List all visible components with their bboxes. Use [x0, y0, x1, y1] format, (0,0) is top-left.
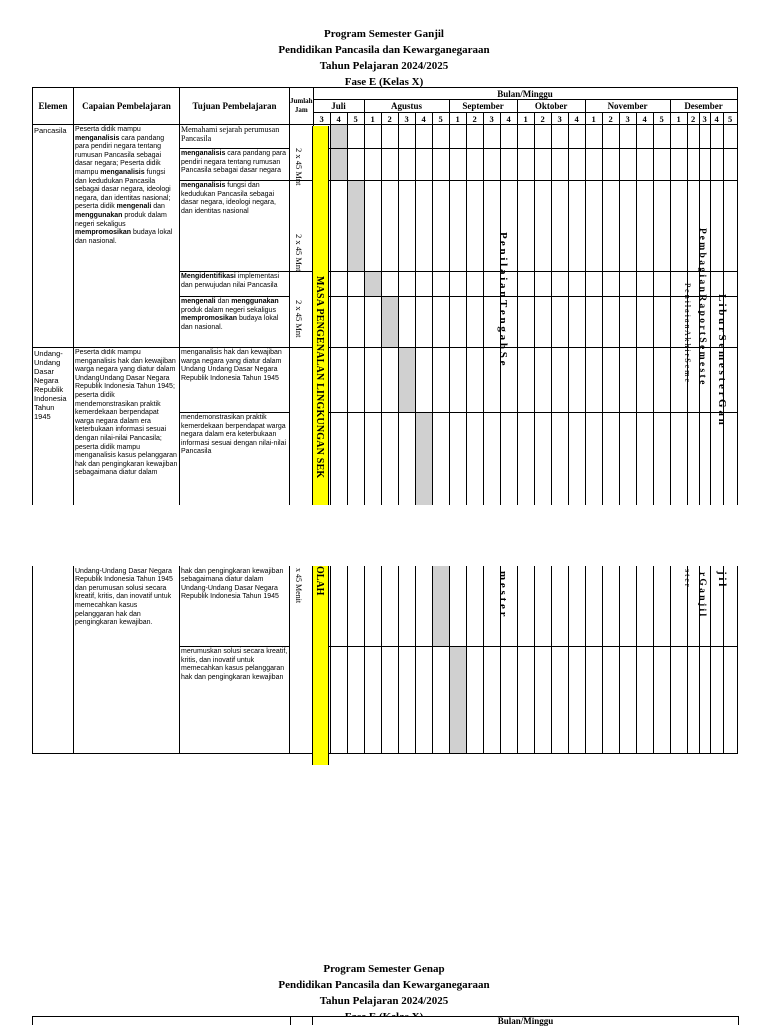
tujuan-kasus-pelanggaran: hak dan pengingkaran kewajiban sebagaimana diatur dalam Undang-Undang Dasar Negara Republik Indonesia Tahun 1945 [180, 558, 290, 647]
week-11: 4 [500, 113, 517, 125]
week-15: 4 [568, 113, 585, 125]
schedule-cell [636, 558, 653, 647]
schedule-cell [500, 647, 517, 754]
schedule-cell [347, 125, 364, 149]
week-23: 3 [699, 113, 710, 125]
header-jumlah-jam: Jumlah Jam [290, 88, 314, 125]
schedule-cell [466, 272, 483, 297]
schedule-cell [517, 348, 534, 413]
semester-ganjil-title [0, 26, 768, 90]
schedule-cell [551, 558, 568, 647]
schedule-cell [636, 125, 653, 149]
schedule-cell [585, 125, 602, 149]
genap-title-line-3: Tahun Pelajaran 2024/2025 [319, 995, 449, 1007]
schedule-cell [330, 348, 347, 413]
schedule-cell [483, 125, 500, 149]
schedule-cell [364, 272, 381, 297]
week-18: 3 [619, 113, 636, 125]
schedule-cell [602, 149, 619, 181]
schedule-cell [602, 272, 619, 297]
week-2: 5 [347, 113, 364, 125]
schedule-cell [534, 181, 551, 272]
schedule-cell [330, 125, 347, 149]
schedule-cell [636, 149, 653, 181]
week-12: 1 [517, 113, 534, 125]
month-november: November [585, 100, 670, 113]
schedule-cell [398, 348, 415, 413]
schedule-cell [432, 558, 449, 647]
schedule-cell [466, 348, 483, 413]
schedule-cell [534, 647, 551, 754]
capaian-uud-text: Peserta didik mampu menganalisis hak dan kewajiban warga negara yang diatur dalam UndangUndang Dasar Negara Republik Indonesia Tahun 1945; peserta didik mendemonstrasikan praktik kemerdekaan berpendapat warga negara dalam era keterbukaan informasi sesuai dengan nilai-nilai Pancasila; peserta didik mampu menganalisis kasus pelanggaran hak dan pengingkaran kewajiban sebagaimana diatur dalam [75, 349, 178, 477]
schedule-cell [534, 125, 551, 149]
schedule-cell [449, 348, 466, 413]
header-bulan-minggu: Bulan/Minggu [313, 88, 737, 100]
schedule-cell [381, 647, 398, 754]
header-capaian: Capaian Pembelajaran [74, 88, 180, 125]
schedule-cell [710, 272, 723, 297]
schedule-cell [723, 272, 737, 297]
schedule-cell [602, 558, 619, 647]
week-5: 3 [398, 113, 415, 125]
schedule-cell [723, 125, 737, 149]
schedule-cell [330, 181, 347, 272]
week-13: 2 [534, 113, 551, 125]
schedule-cell [534, 297, 551, 348]
schedule-cell [517, 558, 534, 647]
tujuan-kemerdekaan-text: mendemonstrasikan praktik kemerdekaan berpendapat warga negara dalam era keterbukaan informasi sesuai dengan nilai-nilai Pancasila [181, 414, 287, 456]
schedule-cell [534, 348, 551, 413]
schedule-cell [619, 348, 636, 413]
page-break-gap [0, 505, 768, 566]
tujuan-cara-pandang: menganalisis cara pandang para pendiri negara tentang rumusan Pancasila sebagai dasar negara [180, 149, 290, 181]
tujuan-merumuskan-solusi: merumuskan solusi secara kreatif, kritis, dan inovatif untuk memecahkan kasus pelanggaran hak dan pengingkaran kewajiban [180, 647, 290, 754]
schedule-cell [585, 647, 602, 754]
schedule-cell [568, 272, 585, 297]
schedule-cell [517, 297, 534, 348]
schedule-cell [568, 125, 585, 149]
schedule-cell [636, 348, 653, 413]
schedule-cell [653, 149, 670, 181]
jam-label-2: 2 x 45 Mnt [294, 234, 304, 272]
schedule-cell [653, 297, 670, 348]
schedule-cell [364, 348, 381, 413]
jam-label-3: 2 x 45 Mnt [294, 300, 304, 338]
schedule-cell [585, 181, 602, 272]
raport-banner-cont: r G a n j i l [697, 572, 707, 617]
schedule-cell [398, 297, 415, 348]
week-1: 4 [330, 113, 347, 125]
jam-label-1: 2 x 45 Mnt [294, 148, 304, 186]
schedule-cell [364, 181, 381, 272]
capaian-pancasila: Peserta didik mampu menganalisis cara pandang para pendiri negara tentang rumusan Pancasila sebagai dasar negara; Peserta didik mampu menganalisis fungsi dan kedudukan Pancasila sebagai dasar negara, ideologi negara, dan identitas nasional; peserta didik mengenali dan menggunakan produk dalam negeri sekaligus mempromosikan budaya lokal dan nasional. [74, 125, 180, 348]
schedule-cell [432, 125, 449, 149]
schedule-cell [687, 149, 699, 181]
libur-banner: L i b u r S e m e s t e r G a n [716, 294, 728, 425]
schedule-cell [415, 181, 432, 272]
schedule-cell [466, 647, 483, 754]
schedule-cell [381, 149, 398, 181]
schedule-cell [653, 558, 670, 647]
title-line-4: Fase E (Kelas X) [344, 76, 424, 88]
schedule-cell [602, 181, 619, 272]
schedule-cell [653, 348, 670, 413]
schedule-cell [551, 149, 568, 181]
schedule-cell [653, 181, 670, 272]
schedule-cell [466, 125, 483, 149]
schedule-cell [551, 647, 568, 754]
tujuan-fungsi-kedudukan: menganalisis fungsi dan kedudukan Pancasila sebagai dasar negara, ideologi negara, dan identitas nasional [180, 181, 290, 272]
schedule-cell [449, 149, 466, 181]
schedule-cell [432, 181, 449, 272]
week-4: 2 [381, 113, 398, 125]
schedule-cell [415, 125, 432, 149]
schedule-cell [483, 647, 500, 754]
pas-banner: P e n i l a i a n A k h i r S e m e [683, 283, 692, 383]
elemen-uud-text: Undang-Undang Dasar Negara Republik Indonesia Tahun 1945 [34, 349, 67, 421]
schedule-cell [347, 272, 364, 297]
schedule-cell [330, 647, 347, 754]
schedule-cell [415, 272, 432, 297]
schedule-cell [653, 272, 670, 297]
schedule-cell [699, 149, 710, 181]
week-21: 1 [670, 113, 687, 125]
schedule-cell [330, 297, 347, 348]
schedule-cell [534, 149, 551, 181]
schedule-cell [483, 149, 500, 181]
schedule-cell [568, 348, 585, 413]
schedule-cell [723, 181, 737, 272]
schedule-cell [381, 272, 398, 297]
schedule-cell [585, 348, 602, 413]
schedule-cell [364, 558, 381, 647]
schedule-cell [364, 647, 381, 754]
week-20: 5 [653, 113, 670, 125]
schedule-cell [699, 125, 710, 149]
schedule-cell [398, 149, 415, 181]
schedule-cell [415, 558, 432, 647]
title-line-3: Tahun Pelajaran 2024/2025 [319, 60, 449, 72]
schedule-cell [568, 558, 585, 647]
schedule-cell [364, 149, 381, 181]
schedule-cell [432, 149, 449, 181]
month-agustus: Agustus [364, 100, 449, 113]
schedule-cell [653, 125, 670, 149]
schedule-cell [670, 149, 687, 181]
schedule-cell [466, 149, 483, 181]
schedule-cell [619, 647, 636, 754]
schedule-cell [602, 297, 619, 348]
header-elemen: Elemen [33, 88, 74, 125]
schedule-cell [364, 125, 381, 149]
schedule-cell [619, 125, 636, 149]
schedule-cell [602, 125, 619, 149]
schedule-cell [347, 647, 364, 754]
schedule-cell [449, 181, 466, 272]
week-3: 1 [364, 113, 381, 125]
program-semester-table [32, 87, 738, 754]
tujuan-produk-dalam-negeri: mengenali dan menggunakan produk dalam negeri sekaligus mempromosikan budaya lokal dan nasional. [180, 297, 290, 348]
schedule-cell [670, 125, 687, 149]
schedule-cell [330, 558, 347, 647]
schedule-cell [415, 647, 432, 754]
schedule-cell [568, 647, 585, 754]
schedule-cell [619, 149, 636, 181]
schedule-cell [517, 125, 534, 149]
schedule-cell [398, 125, 415, 149]
schedule-cell [636, 647, 653, 754]
week-0: 3 [313, 113, 330, 125]
week-9: 2 [466, 113, 483, 125]
schedule-cell [710, 647, 723, 754]
libur-banner-cont: j i l [716, 571, 728, 587]
week-16: 1 [585, 113, 602, 125]
week-7: 5 [432, 113, 449, 125]
schedule-cell [517, 647, 534, 754]
month-desember: Desember [670, 100, 737, 113]
mpls-label: MASA PENGENALAN LINGKUNGAN SEK [314, 276, 325, 479]
pts-banner: P e n i l a i a n T e n g a h S e [497, 232, 509, 366]
schedule-cell [619, 181, 636, 272]
schedule-cell [381, 125, 398, 149]
schedule-cell [602, 348, 619, 413]
week-19: 4 [636, 113, 653, 125]
schedule-cell [381, 348, 398, 413]
schedule-cell [619, 272, 636, 297]
schedule-cell [449, 558, 466, 647]
schedule-cell [710, 181, 723, 272]
week-22: 2 [687, 113, 699, 125]
schedule-cell [466, 558, 483, 647]
mpls-band-bottom [312, 566, 329, 765]
schedule-cell [449, 272, 466, 297]
month-september: September [449, 100, 517, 113]
capaian-uud-continued: Undang-Undang Dasar Negara Republik Indonesia Tahun 1945 dan perumusan solusi secara kreatif, kritis, dan inovatif untuk memecahkan kasus pelanggaran hak dan pengingkaran kewajiban. [75, 567, 173, 627]
schedule-cell [585, 297, 602, 348]
genap-header-bulan-minggu: Bulan/Minggu [497, 1016, 554, 1026]
schedule-cell [568, 149, 585, 181]
schedule-cell [415, 297, 432, 348]
header-tujuan: Tujuan Pembelajaran [180, 88, 290, 125]
schedule-cell [534, 272, 551, 297]
schedule-cell [398, 558, 415, 647]
week-17: 2 [602, 113, 619, 125]
mpls-band-top [312, 126, 329, 505]
schedule-cell [551, 348, 568, 413]
schedule-cell [551, 125, 568, 149]
schedule-cell [398, 647, 415, 754]
schedule-cell [415, 348, 432, 413]
schedule-cell [551, 181, 568, 272]
schedule-cell [687, 647, 699, 754]
schedule-cell [398, 181, 415, 272]
schedule-cell [415, 149, 432, 181]
pas-banner-cont: s t e r [683, 569, 692, 587]
schedule-cell [449, 125, 466, 149]
pts-banner-cont: m e s t e r [497, 571, 509, 617]
week-24: 4 [710, 113, 723, 125]
schedule-cell [432, 348, 449, 413]
schedule-cell [636, 181, 653, 272]
elemen-pancasila: Pancasila [33, 125, 74, 348]
schedule-cell [585, 558, 602, 647]
schedule-cell [619, 558, 636, 647]
schedule-cell [432, 272, 449, 297]
schedule-cell [723, 149, 737, 181]
raport-banner: P e m b a g i a n R a p o r t S e m e s t e [697, 228, 707, 385]
schedule-cell [551, 272, 568, 297]
schedule-cell [710, 149, 723, 181]
schedule-cell [517, 272, 534, 297]
schedule-cell [449, 647, 466, 754]
schedule-cell [381, 558, 398, 647]
title-line-2: Pendidikan Pancasila dan Kewarganegaraan [278, 44, 490, 56]
schedule-cell [653, 647, 670, 754]
schedule-cell [568, 297, 585, 348]
schedule-cell [500, 149, 517, 181]
month-oktober: Oktober [517, 100, 585, 113]
schedule-cell [723, 647, 737, 754]
tujuan-sejarah-pancasila: Memahami sejarah perumusan Pancasila [180, 125, 290, 149]
schedule-cell [568, 181, 585, 272]
schedule-cell [636, 272, 653, 297]
week-8: 1 [449, 113, 466, 125]
schedule-cell [585, 149, 602, 181]
schedule-cell [330, 149, 347, 181]
week-25: 5 [723, 113, 737, 125]
schedule-cell [381, 297, 398, 348]
schedule-cell [517, 149, 534, 181]
month-juli: Juli [313, 100, 364, 113]
schedule-cell [347, 149, 364, 181]
schedule-cell [636, 297, 653, 348]
week-14: 3 [551, 113, 568, 125]
schedule-cell [619, 297, 636, 348]
schedule-cell [710, 125, 723, 149]
genap-title-line-2: Pendidikan Pancasila dan Kewarganegaraan [278, 979, 490, 991]
schedule-cell [398, 272, 415, 297]
schedule-cell [449, 297, 466, 348]
schedule-cell [466, 181, 483, 272]
schedule-cell [347, 181, 364, 272]
mpls-label-cont: OLAH [314, 566, 325, 596]
schedule-cell [534, 558, 551, 647]
schedule-cell [347, 348, 364, 413]
title-line-1: Program Semester Ganjil [324, 28, 444, 40]
schedule-cell [347, 558, 364, 647]
schedule-cell [500, 125, 517, 149]
schedule-cell [670, 181, 687, 272]
schedule-cell [551, 297, 568, 348]
schedule-cell [432, 647, 449, 754]
schedule-cell [670, 647, 687, 754]
genap-title-line-1: Program Semester Genap [323, 963, 445, 975]
tujuan-implementasi: Mengidentifikasi implementasi dan perwujudan nilai Pancasila [180, 272, 290, 297]
schedule-cell [687, 125, 699, 149]
schedule-cell [585, 272, 602, 297]
schedule-cell [602, 647, 619, 754]
tujuan-hak-kewajiban: menganalisis hak dan kewajiban warga negara yang diatur dalam Undang Undang Dasar Negara Republik Indonesia Tahun 1945 [180, 348, 290, 413]
schedule-cell [517, 181, 534, 272]
schedule-cell [466, 297, 483, 348]
schedule-cell [381, 181, 398, 272]
schedule-cell [347, 297, 364, 348]
schedule-cell [432, 297, 449, 348]
week-10: 3 [483, 113, 500, 125]
schedule-cell [364, 297, 381, 348]
week-6: 4 [415, 113, 432, 125]
schedule-cell [699, 647, 710, 754]
schedule-cell [330, 272, 347, 297]
jam-label-4: x 45 Menit [294, 568, 303, 604]
